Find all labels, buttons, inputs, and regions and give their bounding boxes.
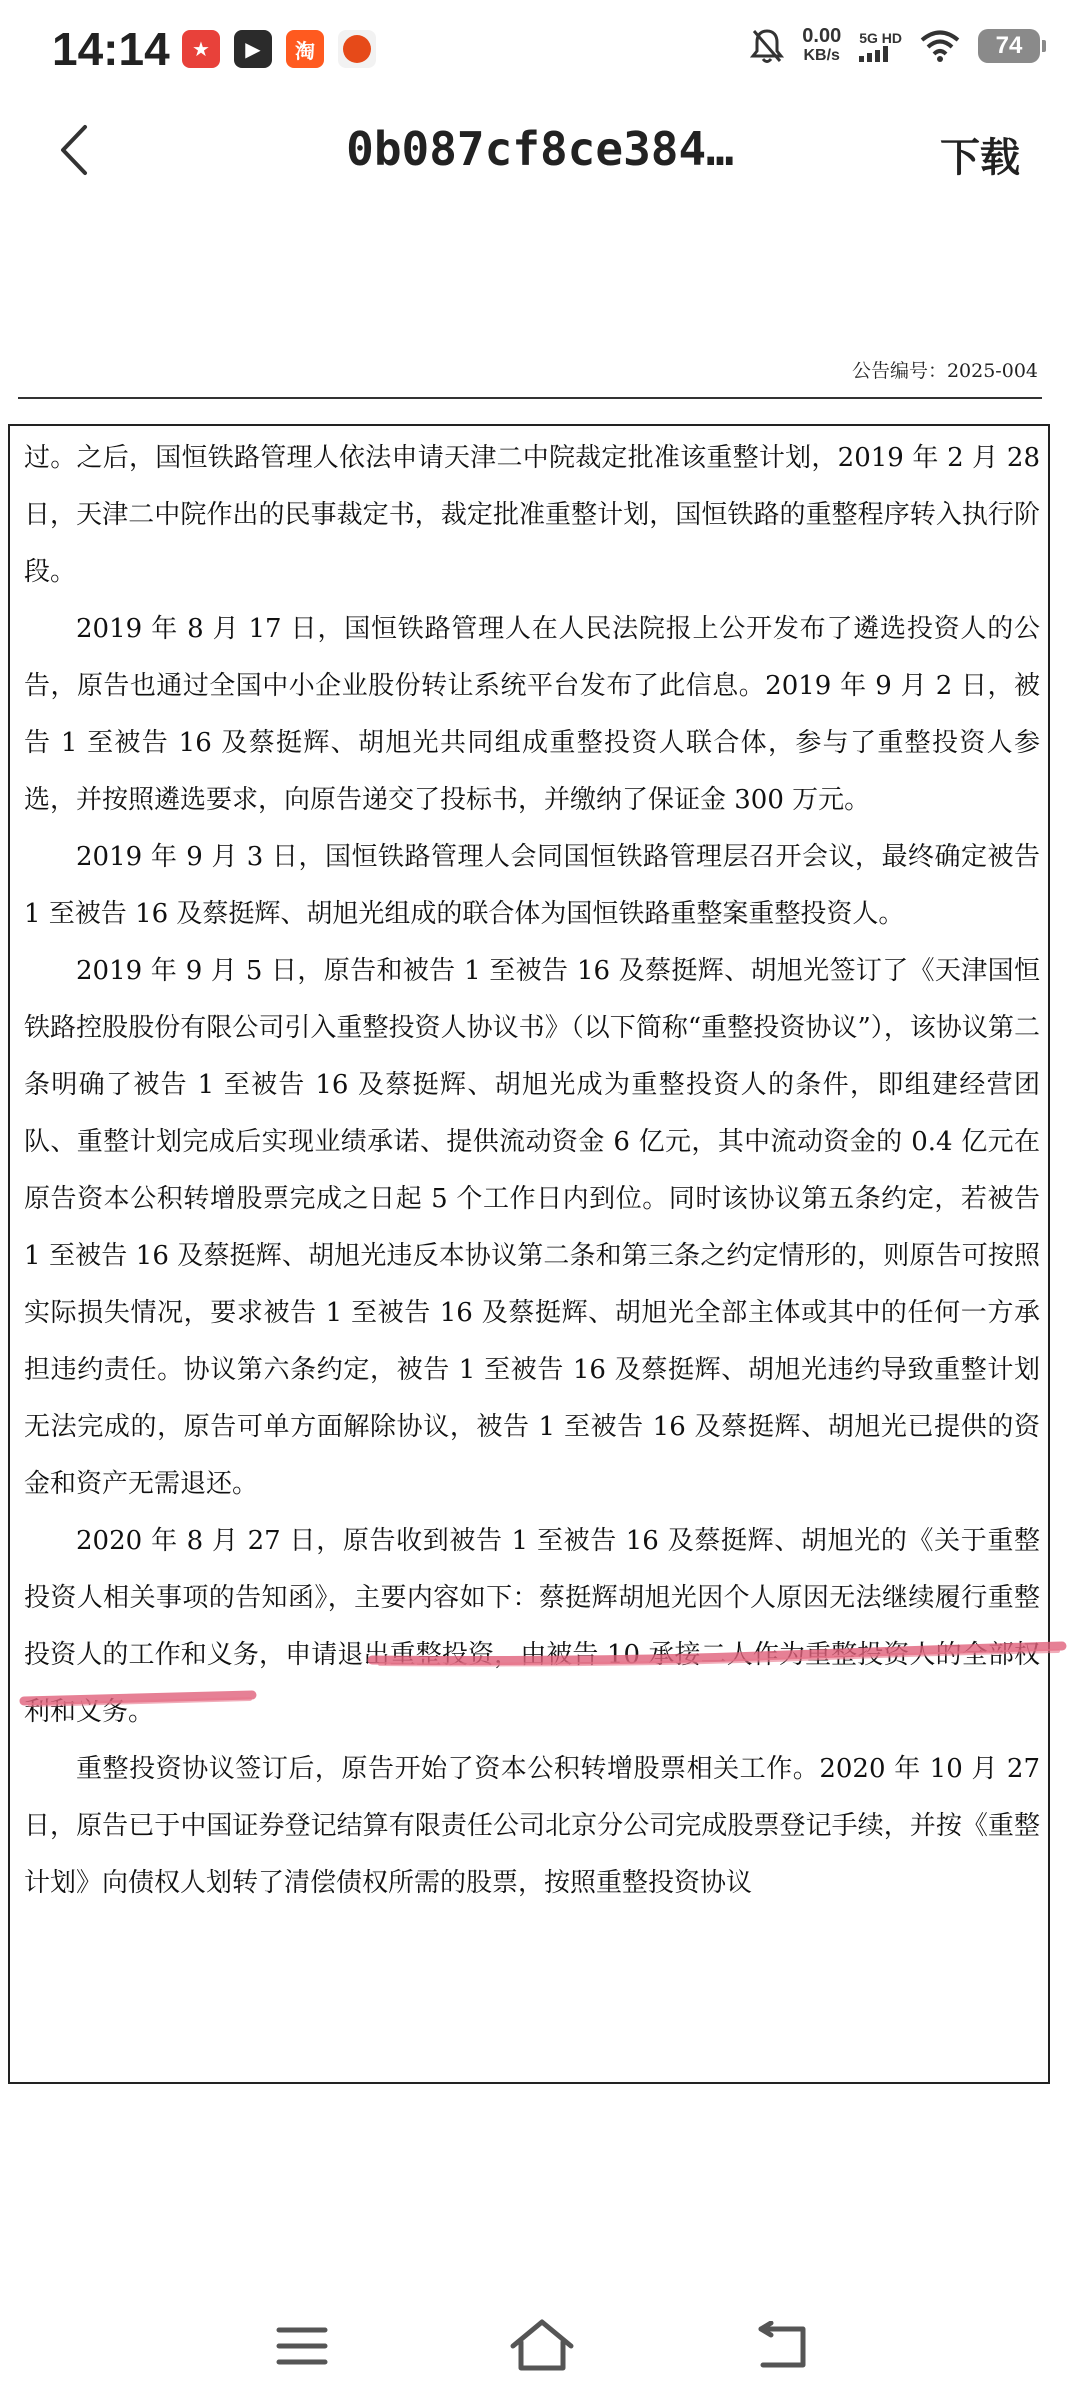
home-icon bbox=[509, 2318, 575, 2374]
back-icon bbox=[753, 2321, 811, 2371]
status-bar bbox=[0, 0, 1080, 100]
system-icons bbox=[750, 26, 1040, 66]
document-paragraph: 重整投资协议签订后，原告开始了资本公积转增股票相关工作。2020 年 10 月 27 日，原告已于中国证券登记结算有限责任公司北京分公司完成股票登记手续，并按《重整计划》向债权人划转了清偿债权所需的股票，按照重整投资协议 bbox=[24, 1754, 1040, 1898]
document-paragraph: 2019 年 9 月 5 日，原告和被告 1 至被告 16 及蔡挺辉、胡旭光签订了《天津国恒铁路控股股份有限公司引入重整投资人协议书》（以下简称“重整投资协议”），该协议第二条明确了被告 1 至被告 16 及蔡挺辉、胡旭光成为重整投资人的条件，即组建经营团队、重整计划完成后实现业绩承诺、提供流动资金 6 亿元，其中流动资金的 0.4 亿元在原告资本公积转增股票完成之日起 5 个工作日内到位。同时该协议第五条约定，若被告 1 至被告 16 及蔡挺辉、胡旭光违反本协议第二条和第三条之约定情形的，则原告可按照实际损失情况，要求被告 1 至被告 16 及蔡挺辉、胡旭光全部主体或其中的任何一方承担违约责任。协议第六条约定，被告 1 至被告 16 及蔡挺辉、胡旭光违约导致重整计划无法完成的，原告可单方面解除协议，被告 1 至被告 16 及蔡挺辉、胡旭光已提供的资金和资产无需退还。 bbox=[24, 956, 1040, 1499]
document-paragraph: 2019 年 9 月 3 日，国恒铁路管理人会同国恒铁路管理层召开会议，最终确定被告 1 至被告 16 及蔡挺辉、胡旭光组成的联合体为国恒铁路重整案重整投资人。 bbox=[24, 842, 1040, 929]
document-paragraph: 2020 年 8 月 27 日，原告收到被告 1 至被告 16 及蔡挺辉、胡旭光的《关于重整投资人相关事项的告知函》，主要内容如下：蔡挺辉胡旭光因个人原因无法继续履行重整投资人的工作和义务，申请退出重整投资，由被告 10 承接二人作为重整投资人的全部权利和义务。 bbox=[24, 1526, 1040, 1727]
app-bar bbox=[0, 100, 1080, 200]
orange-circle-icon bbox=[338, 30, 376, 68]
announcement-number: 公告编号：2025-004 bbox=[851, 360, 1038, 382]
net-speed-value: 0.00 bbox=[802, 25, 842, 47]
notification-icons bbox=[182, 30, 376, 68]
document-paragraph: 2019 年 8 月 17 日，国恒铁路管理人在人民法院报上公开发布了遴选投资人的公告，原告也通过全国中小企业股份转让系统平台发布了此信息。2019 年 9 月 2 日，被告 1 至被告 16 及蔡挺辉、胡旭光共同组成重整投资人联合体，参与了重整投资人参选，并按照遴选要求，向原告递交了投标书，并缴纳了保证金 300 万元。 bbox=[24, 614, 1040, 815]
home-button[interactable] bbox=[502, 2306, 582, 2386]
download-button[interactable]: 下载 bbox=[940, 135, 1020, 181]
signal-bars-icon bbox=[859, 46, 902, 62]
menu-icon bbox=[275, 2324, 329, 2368]
page-title: 0b087cf8ce384… bbox=[346, 122, 734, 176]
document-page[interactable] bbox=[8, 424, 1050, 2084]
navigation-bar bbox=[0, 2290, 1080, 2400]
document-body bbox=[24, 430, 1040, 1912]
video-app-icon: ▶ bbox=[234, 30, 272, 68]
app-badge-icon: ★ bbox=[182, 30, 220, 68]
battery-indicator: 74 bbox=[978, 29, 1040, 63]
net-speed bbox=[802, 26, 841, 66]
taobao-icon: 淘 bbox=[286, 30, 324, 68]
clock: 14:14 bbox=[52, 23, 170, 75]
document-paragraph: 过。之后，国恒铁路管理人依法申请天津二中院裁定批准该重整计划，2019 年 2 月 28 日，天津二中院作出的民事裁定书，裁定批准重整计划，国恒铁路的重整程序转入执行阶段。 bbox=[24, 443, 1040, 587]
signal-indicator bbox=[859, 30, 902, 62]
menu-button[interactable] bbox=[262, 2306, 342, 2386]
net-speed-unit: KB/s bbox=[803, 47, 840, 64]
wifi-icon bbox=[920, 29, 960, 63]
back-nav-button[interactable] bbox=[742, 2306, 822, 2386]
header-divider bbox=[18, 397, 1042, 399]
mute-icon bbox=[750, 27, 784, 65]
signal-label: 5G HD bbox=[859, 30, 902, 46]
